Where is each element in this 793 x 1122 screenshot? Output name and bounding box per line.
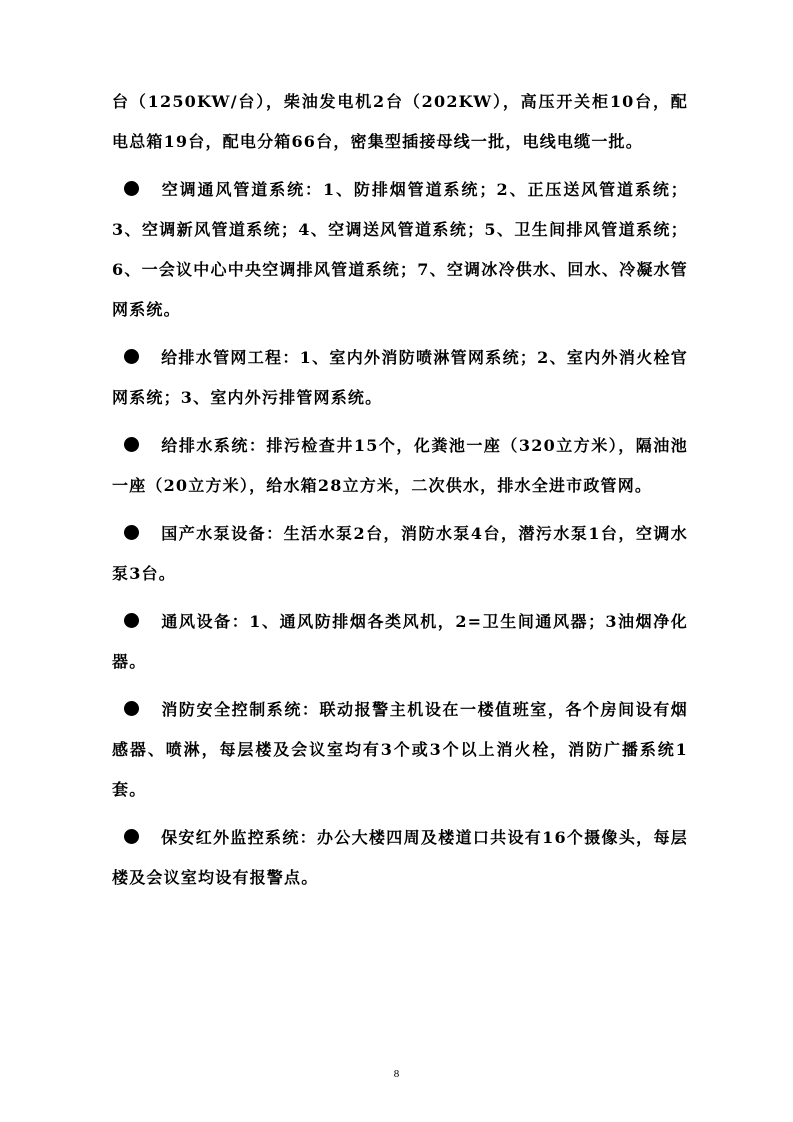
continuation-paragraph [112,82,688,162]
item-text: 生活水泵2台，消防水泵4台，潜污水泵1台，空调水泵3台。 [112,524,689,583]
item-text: 1、室内外消防喷淋管网系统；2、室内外消火栓官网系统；3、室内外污排管网系统。 [112,348,688,407]
item-text: 1、防排烟管道系统；2、正压送风管道系统；3、空调新风管道系统；4、空调送风管道系统；5、卫生间排风管道系统；6、一会议中心中央空调排风管道系统；7、空调冰冷供水、回水、冷凝水管网系统。 [112,180,688,319]
bullet-icon [124,829,139,844]
document-page [112,82,688,906]
list-item-hvac-ducts [112,170,688,330]
item-text: 办公大楼四周及楼道口共设有16个摄像头，每层楼及会议室均设有报警点。 [112,828,688,887]
item-title: 空调通风管道系统： [161,180,323,199]
item-title: 国产水泵设备： [161,524,284,543]
item-title: 保安红外监控系统： [161,828,317,847]
item-text: 联动报警主机设在一楼值班室，各个房间设有烟感器、喷淋，每层楼及会议室均有3个或3个以上消火栓，消防广播系统1套。 [112,700,688,799]
item-title: 消防安全控制系统： [161,700,320,719]
item-text: 排污检查井15个，化粪池一座（320立方米），隔油池一座（20立方米），给水箱28立方米，二次供水，排水全进市政管网。 [112,436,688,495]
item-title: 给排水管网工程： [161,348,300,367]
list-item-drainage-system [112,426,688,506]
continuation-text: 台（1250KW/台），柴油发电机2台（202KW），高压开关柜10台，配电总箱19台，配电分箱66台，密集型插接母线一批，电线电缆一批。 [112,92,688,151]
bullet-icon [124,437,139,452]
list-item-water-pumps [112,514,688,594]
item-title: 通风设备： [161,612,250,631]
list-item-fire-safety-control [112,690,688,810]
list-item-plumbing-network [112,338,688,418]
bullet-icon [124,181,139,196]
bullet-icon [124,701,139,716]
item-text: 1、通风防排烟各类风机，2=卫生间通风器；3油烟净化器。 [112,612,688,671]
list-item-ventilation-equipment [112,602,688,682]
page-number: 8 [393,1068,400,1080]
bullet-icon [124,525,139,540]
bullet-icon [124,349,139,364]
item-title: 给排水系统： [161,436,267,455]
bullet-icon [124,613,139,628]
list-item-security-monitoring [112,818,688,898]
